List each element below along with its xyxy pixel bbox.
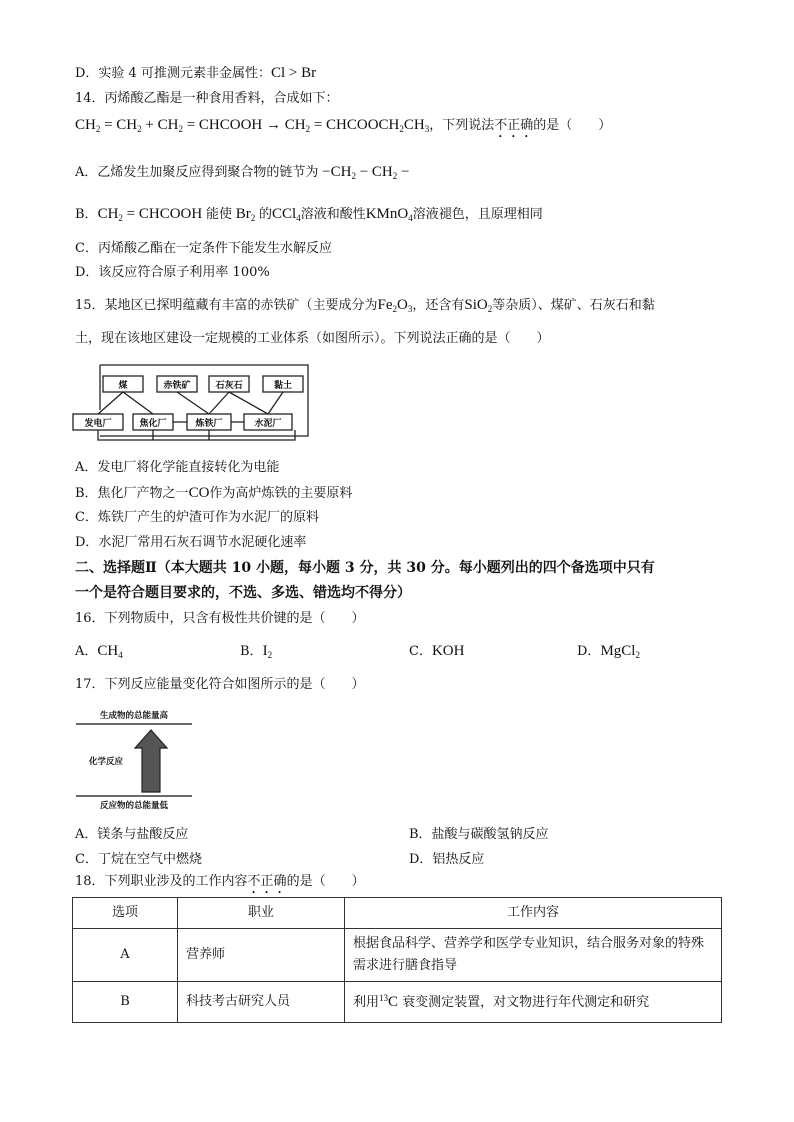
- q18-table: [72, 897, 722, 1023]
- diagram-iron-ore: 赤铁矿: [163, 381, 191, 391]
- table-row: [73, 982, 722, 1023]
- q14-equation: $CH_2 = CH_2 + CH_2$ = CHCOOH → $CH_2$ = $CHCOOCH_2CH_3$，下列说法不正确的是（ ）: [75, 117, 612, 134]
- diagram-coal: 煤: [118, 381, 128, 391]
- q15-option-a: A．发电厂将化学能直接转化为电能: [75, 460, 280, 475]
- q16-option-b: B．$I_2$: [240, 643, 273, 660]
- q14-option-c: C．丙烯酸乙酯在一定条件下能发生水解反应: [75, 241, 332, 256]
- q15-stem-line2: 土，现在该地区建设一定规模的工业体系（如图所示）。下列说法正确的是（ ）: [75, 331, 550, 346]
- q16-option-a: A．$CH_4$: [75, 643, 123, 660]
- q15-stem-line1: 15．某地区已探明蕴藏有丰富的赤铁矿（主要成分为$Fe_2O_3$，还含有SiO$_2$等杂质）、煤矿、石灰石和黏: [75, 297, 655, 314]
- q15-option-b: B．焦化厂产物之一CO作为高炉炼铁的主要原料: [75, 485, 353, 501]
- q14-stem: 14．丙烯酸乙酯是一种食用香料，合成如下：: [75, 91, 339, 106]
- q15-option-d: D．水泥厂常用石灰石调节水泥硬化速率: [75, 535, 307, 550]
- q18-stem: 18．下列职业涉及的工作内容不正确的是（ ）: [75, 874, 365, 889]
- q14-option-b: B．$CH_2$ = CHCOOH 能使 $Br_2$ 的CCl$_4$溶液和酸性KMnO$_4$溶液褪色，且原理相同: [75, 206, 543, 223]
- q17-stem: 17．下列反应能量变化符合如图所示的是（ ）: [75, 677, 365, 692]
- header-job: 职业: [178, 898, 345, 929]
- energy-products-label: 生成物的总能量高: [99, 711, 169, 721]
- row-a-option: A: [73, 929, 178, 982]
- q16-option-c: C．KOH: [409, 643, 465, 659]
- energy-arrow-icon: [135, 730, 167, 792]
- q17-option-a: A．镁条与盐酸反应: [75, 827, 189, 842]
- row-a-job: 营养师: [178, 929, 345, 982]
- energy-reactants-label: 反应物的总能量低: [99, 801, 169, 811]
- diagram-ironworks: 炼铁厂: [195, 419, 223, 429]
- q17-option-d: D．铝热反应: [409, 852, 485, 867]
- row-b-job: 科技考古研究人员: [178, 982, 345, 1023]
- section-2-heading-line1: 二、选择题Ⅱ（本大题共 10 小题，每小题 3 分，共 30 分。每小题列出的四个备选项中只有: [75, 560, 655, 576]
- header-option: 选项: [73, 898, 178, 929]
- table-row: [73, 929, 722, 982]
- energy-diagram: [74, 704, 194, 816]
- q14-option-d: D．该反应符合原子利用率 100%: [75, 265, 270, 280]
- row-b-option: B: [73, 982, 178, 1023]
- q16-option-d: D．MgCl$_2$: [577, 643, 640, 660]
- row-b-content: 利用$^{13}$C 衰变测定装置，对文物进行年代测定和研究: [345, 982, 722, 1023]
- energy-reaction-label: 化学反应: [88, 757, 124, 767]
- row-a-content: 根据食品科学、营养学和医学专业知识，结合服务对象的特殊需求进行膳食指导: [345, 929, 722, 982]
- table-header-row: [73, 898, 722, 929]
- q14-option-a: A．乙烯发生加聚反应得到聚合物的链节为 $-CH_2 - CH_2$ −: [75, 164, 410, 181]
- diagram-coking-plant: 焦化厂: [139, 419, 167, 429]
- industrial-system-diagram: [70, 362, 320, 444]
- q15-option-c: C．炼铁厂产生的炉渣可作为水泥厂的原料: [75, 510, 319, 525]
- section-2-heading-line2: 一个是符合题目要求的，不选、多选、错选均不得分）: [75, 585, 411, 601]
- q17-option-b: B．盐酸与碳酸氢钠反应: [409, 827, 549, 842]
- diagram-power-plant: 发电厂: [84, 419, 112, 429]
- header-content: 工作内容: [345, 898, 722, 929]
- diagram-limestone: 石灰石: [215, 381, 243, 391]
- q16-stem: 16．下列物质中，只含有极性共价键的是（ ）: [75, 611, 365, 626]
- q17-option-c: C．丁烷在空气中燃烧: [75, 852, 202, 867]
- diagram-cement-plant: 水泥厂: [254, 419, 282, 429]
- q13-option-d: D．实验 4 可推测元素非金属性：Cl > Br: [75, 65, 317, 81]
- diagram-clay: 黏土: [273, 381, 293, 391]
